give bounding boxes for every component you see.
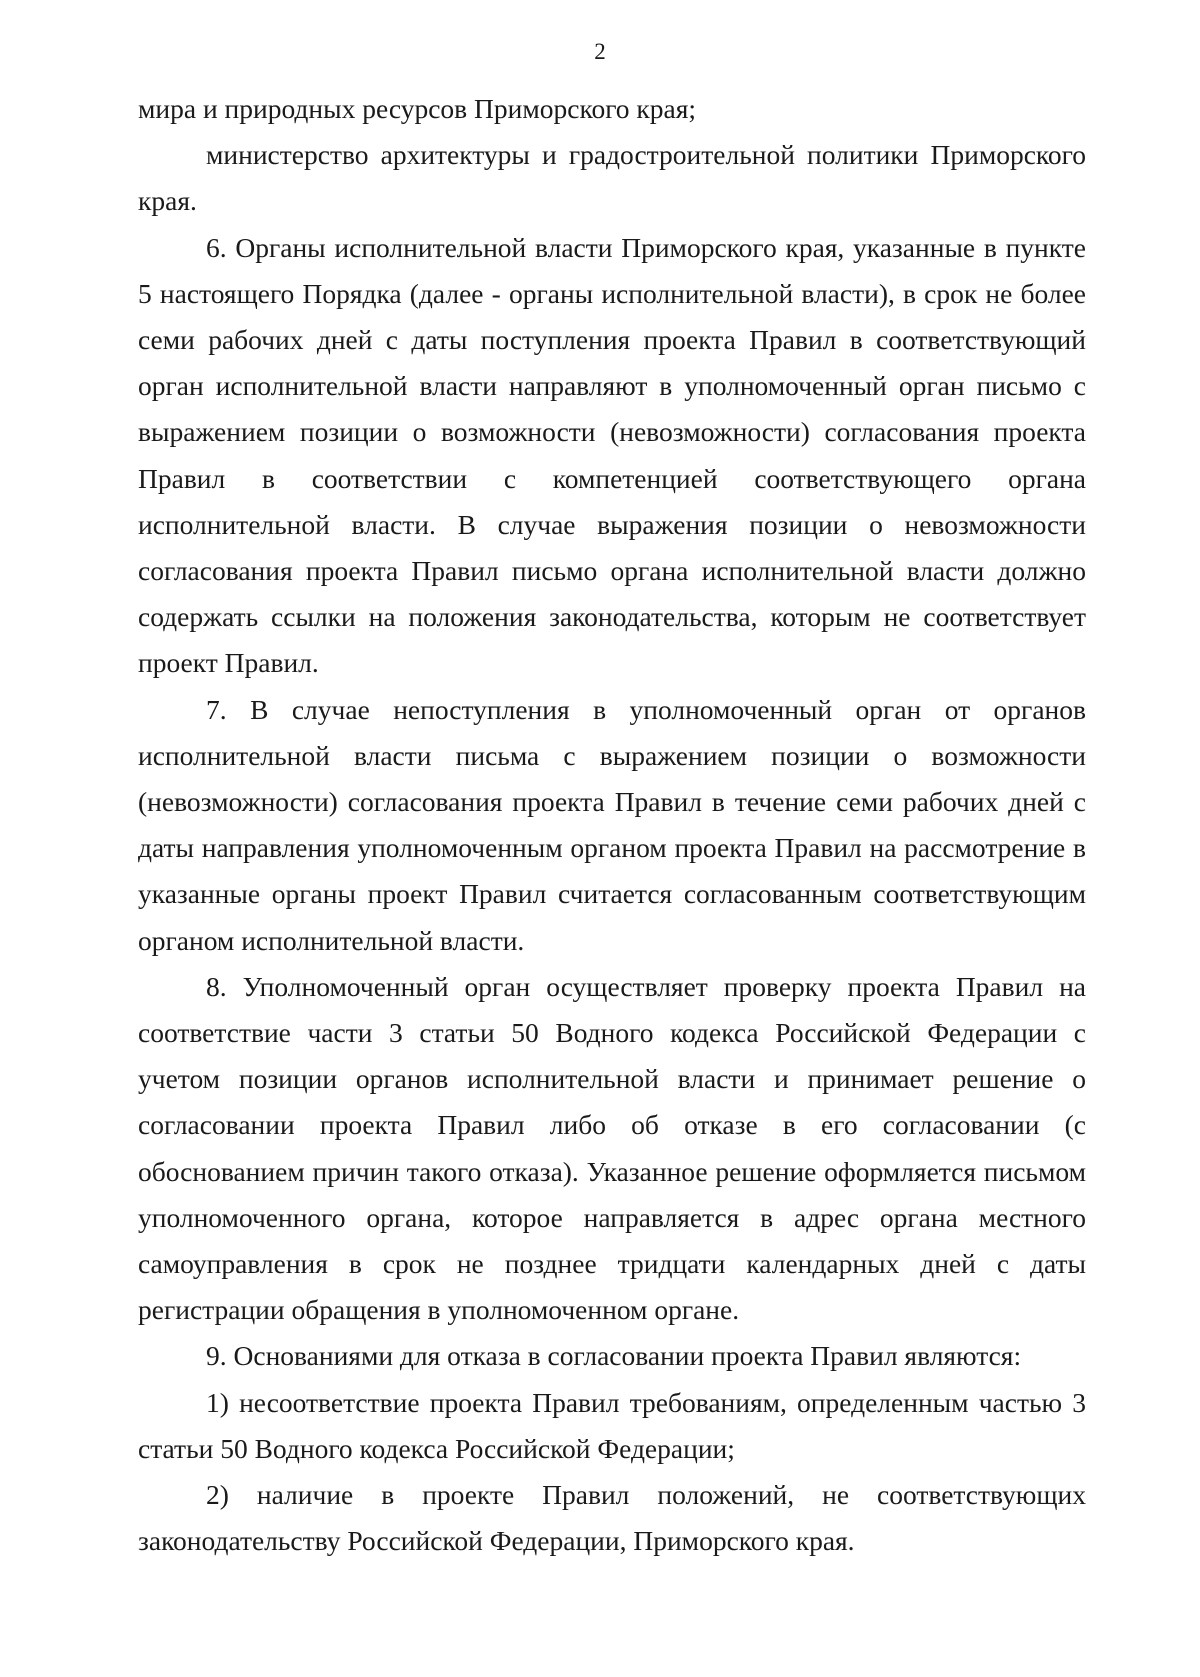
paragraph-item-7: 7. В случае непоступления в уполномоченный орган от органов исполнительной власти письма с выражением позиции о возможности (невозможности) согласования проекта Правил в течение семи рабочих дней с даты направления уполномоченным органом проекта Правил на рассмотрение в указанные органы проект Правил считается согласованным соответствующим органом исполнительной власти. (138, 693, 1086, 956)
paragraph-ministry-architecture: министерство архитектуры и градостроительной политики Приморского края. (138, 139, 1086, 217)
paragraph-subitem-2: 2) наличие в проекте Правил положений, не соответствующих законодательству Российской Федерации, Приморского края. (138, 1479, 1086, 1557)
paragraph-subitem-1: 1) несоответствие проекта Правил требованиям, определенным частью 3 статьи 50 Водного кодекса Российской Федерации; (138, 1386, 1086, 1464)
paragraph-item-8: 8. Уполномоченный орган осуществляет проверку проекта Правил на соответствие части 3 статьи 50 Водного кодекса Российской Федерации с учетом позиции органов исполнительной власти и принимает решение о согласовании проекта Правил либо об отказе в его согласовании (с обоснованием причин такого отказа). Указанное решение оформляется письмом уполномоченного органа, которое направляется в адрес органа местного самоуправления в срок не позднее тридцати календарных дней с даты регистрации обращения в уполномоченном органе. (138, 970, 1086, 1326)
document-body (138, 86, 1086, 1565)
page-number: 2 (594, 39, 606, 64)
paragraph-item-6: 6. Органы исполнительной власти Приморского края, указанные в пункте 5 настоящего Порядка (далее - органы исполнительной власти), в срок не более семи рабочих дней с даты поступления проекта Правил в соответствующий орган исполнительной власти направляют в уполномоченный орган письмо с выражением позиции о возможности (невозможности) согласования проекта Правил в соответствии с компетенцией соответствующего органа исполнительной власти. В случае выражения позиции о невозможности согласования проекта Правил письмо органа исполнительной власти должно содержать ссылки на положения законодательства, которым не соответствует проект Правил. (138, 231, 1086, 679)
paragraph-item-9: 9. Основаниями для отказа в согласовании проекта Правил являются: (206, 1340, 1022, 1372)
paragraph-continuation: мира и природных ресурсов Приморского края; (138, 93, 697, 124)
